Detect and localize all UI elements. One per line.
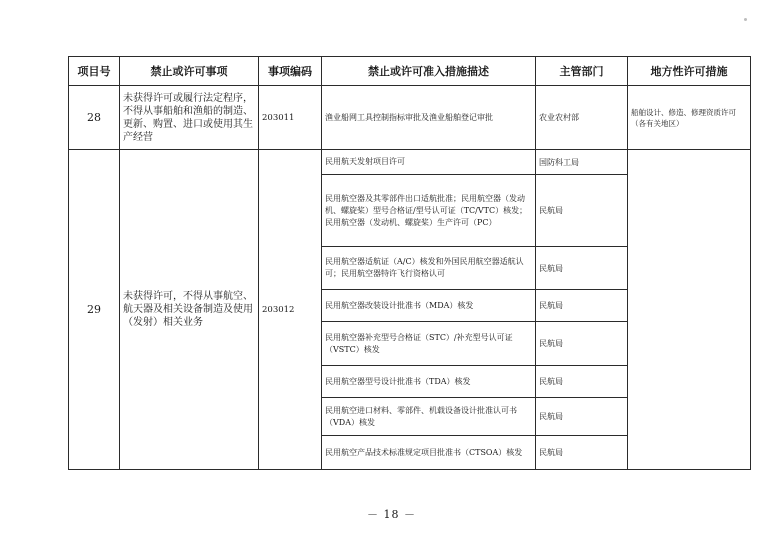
regulation-table xyxy=(68,56,751,470)
header-code: 事项编码 xyxy=(259,57,322,86)
department: 民航局 xyxy=(536,366,628,398)
department: 民航局 xyxy=(536,398,628,436)
item-description: 未获得许可，不得从事航空、航天器及相关设备制造及使用（发射）相关业务 xyxy=(120,150,259,470)
department: 民航局 xyxy=(536,290,628,322)
item-no: 29 xyxy=(69,150,120,470)
corner-mark xyxy=(744,18,747,21)
item-description: 未获得许可或履行法定程序，不得从事船舶和渔船的制造、更新、购置、进口或使用其生产经营 xyxy=(120,86,259,150)
department: 国防科工局 xyxy=(536,150,628,175)
measure-description: 民用航空器及其零部件出口适航批准；民用航空器（发动机、螺旋桨）型号合格证/型号认可证（TC/VTC）核发；民用航空器（发动机、螺旋桨）生产许可（PC） xyxy=(322,175,536,247)
department: 民航局 xyxy=(536,175,628,247)
local-measure-empty xyxy=(628,150,751,470)
measure-description: 民用航空产品技术标准规定项目批准书（CTSOA）核发 xyxy=(322,436,536,470)
header-item-no: 项目号 xyxy=(69,57,120,86)
department: 民航局 xyxy=(536,247,628,290)
header-dept: 主管部门 xyxy=(536,57,628,86)
measure-description: 渔业船网工具控制指标审批及渔业船舶登记审批 xyxy=(322,86,536,150)
local-measure: 船舶设计、修造、修理资质许可（各有关地区） xyxy=(628,86,751,150)
department: 农业农村部 xyxy=(536,86,628,150)
item-no: 28 xyxy=(69,86,120,150)
page-number: － 18 － xyxy=(367,508,416,521)
measure-description: 民用航空进口材料、零部件、机载设备设计批准认可书（VDA）核发 xyxy=(322,398,536,436)
item-code: 203011 xyxy=(259,86,322,150)
header-item: 禁止或许可事项 xyxy=(120,57,259,86)
department: 民航局 xyxy=(536,322,628,366)
measure-description: 民用航空器适航证（A/C）核发和外国民用航空器适航认可；民用航空器特许飞行资格认可 xyxy=(322,247,536,290)
department: 民航局 xyxy=(536,436,628,470)
measure-description: 民用航空器型号设计批准书（TDA）核发 xyxy=(322,366,536,398)
measure-description: 民用航空器补充型号合格证（STC）/补充型号认可证（VSTC）核发 xyxy=(322,322,536,366)
table-row-28 xyxy=(69,86,751,150)
header-local: 地方性许可措施 xyxy=(628,57,751,86)
header-row xyxy=(69,57,751,86)
item-code: 203012 xyxy=(259,150,322,470)
header-measure: 禁止或许可准入措施描述 xyxy=(322,57,536,86)
table-row-29 xyxy=(69,150,751,175)
measure-description: 民用航天发射项目许可 xyxy=(322,150,536,175)
measure-description: 民用航空器改装设计批准书（MDA）核发 xyxy=(322,290,536,322)
